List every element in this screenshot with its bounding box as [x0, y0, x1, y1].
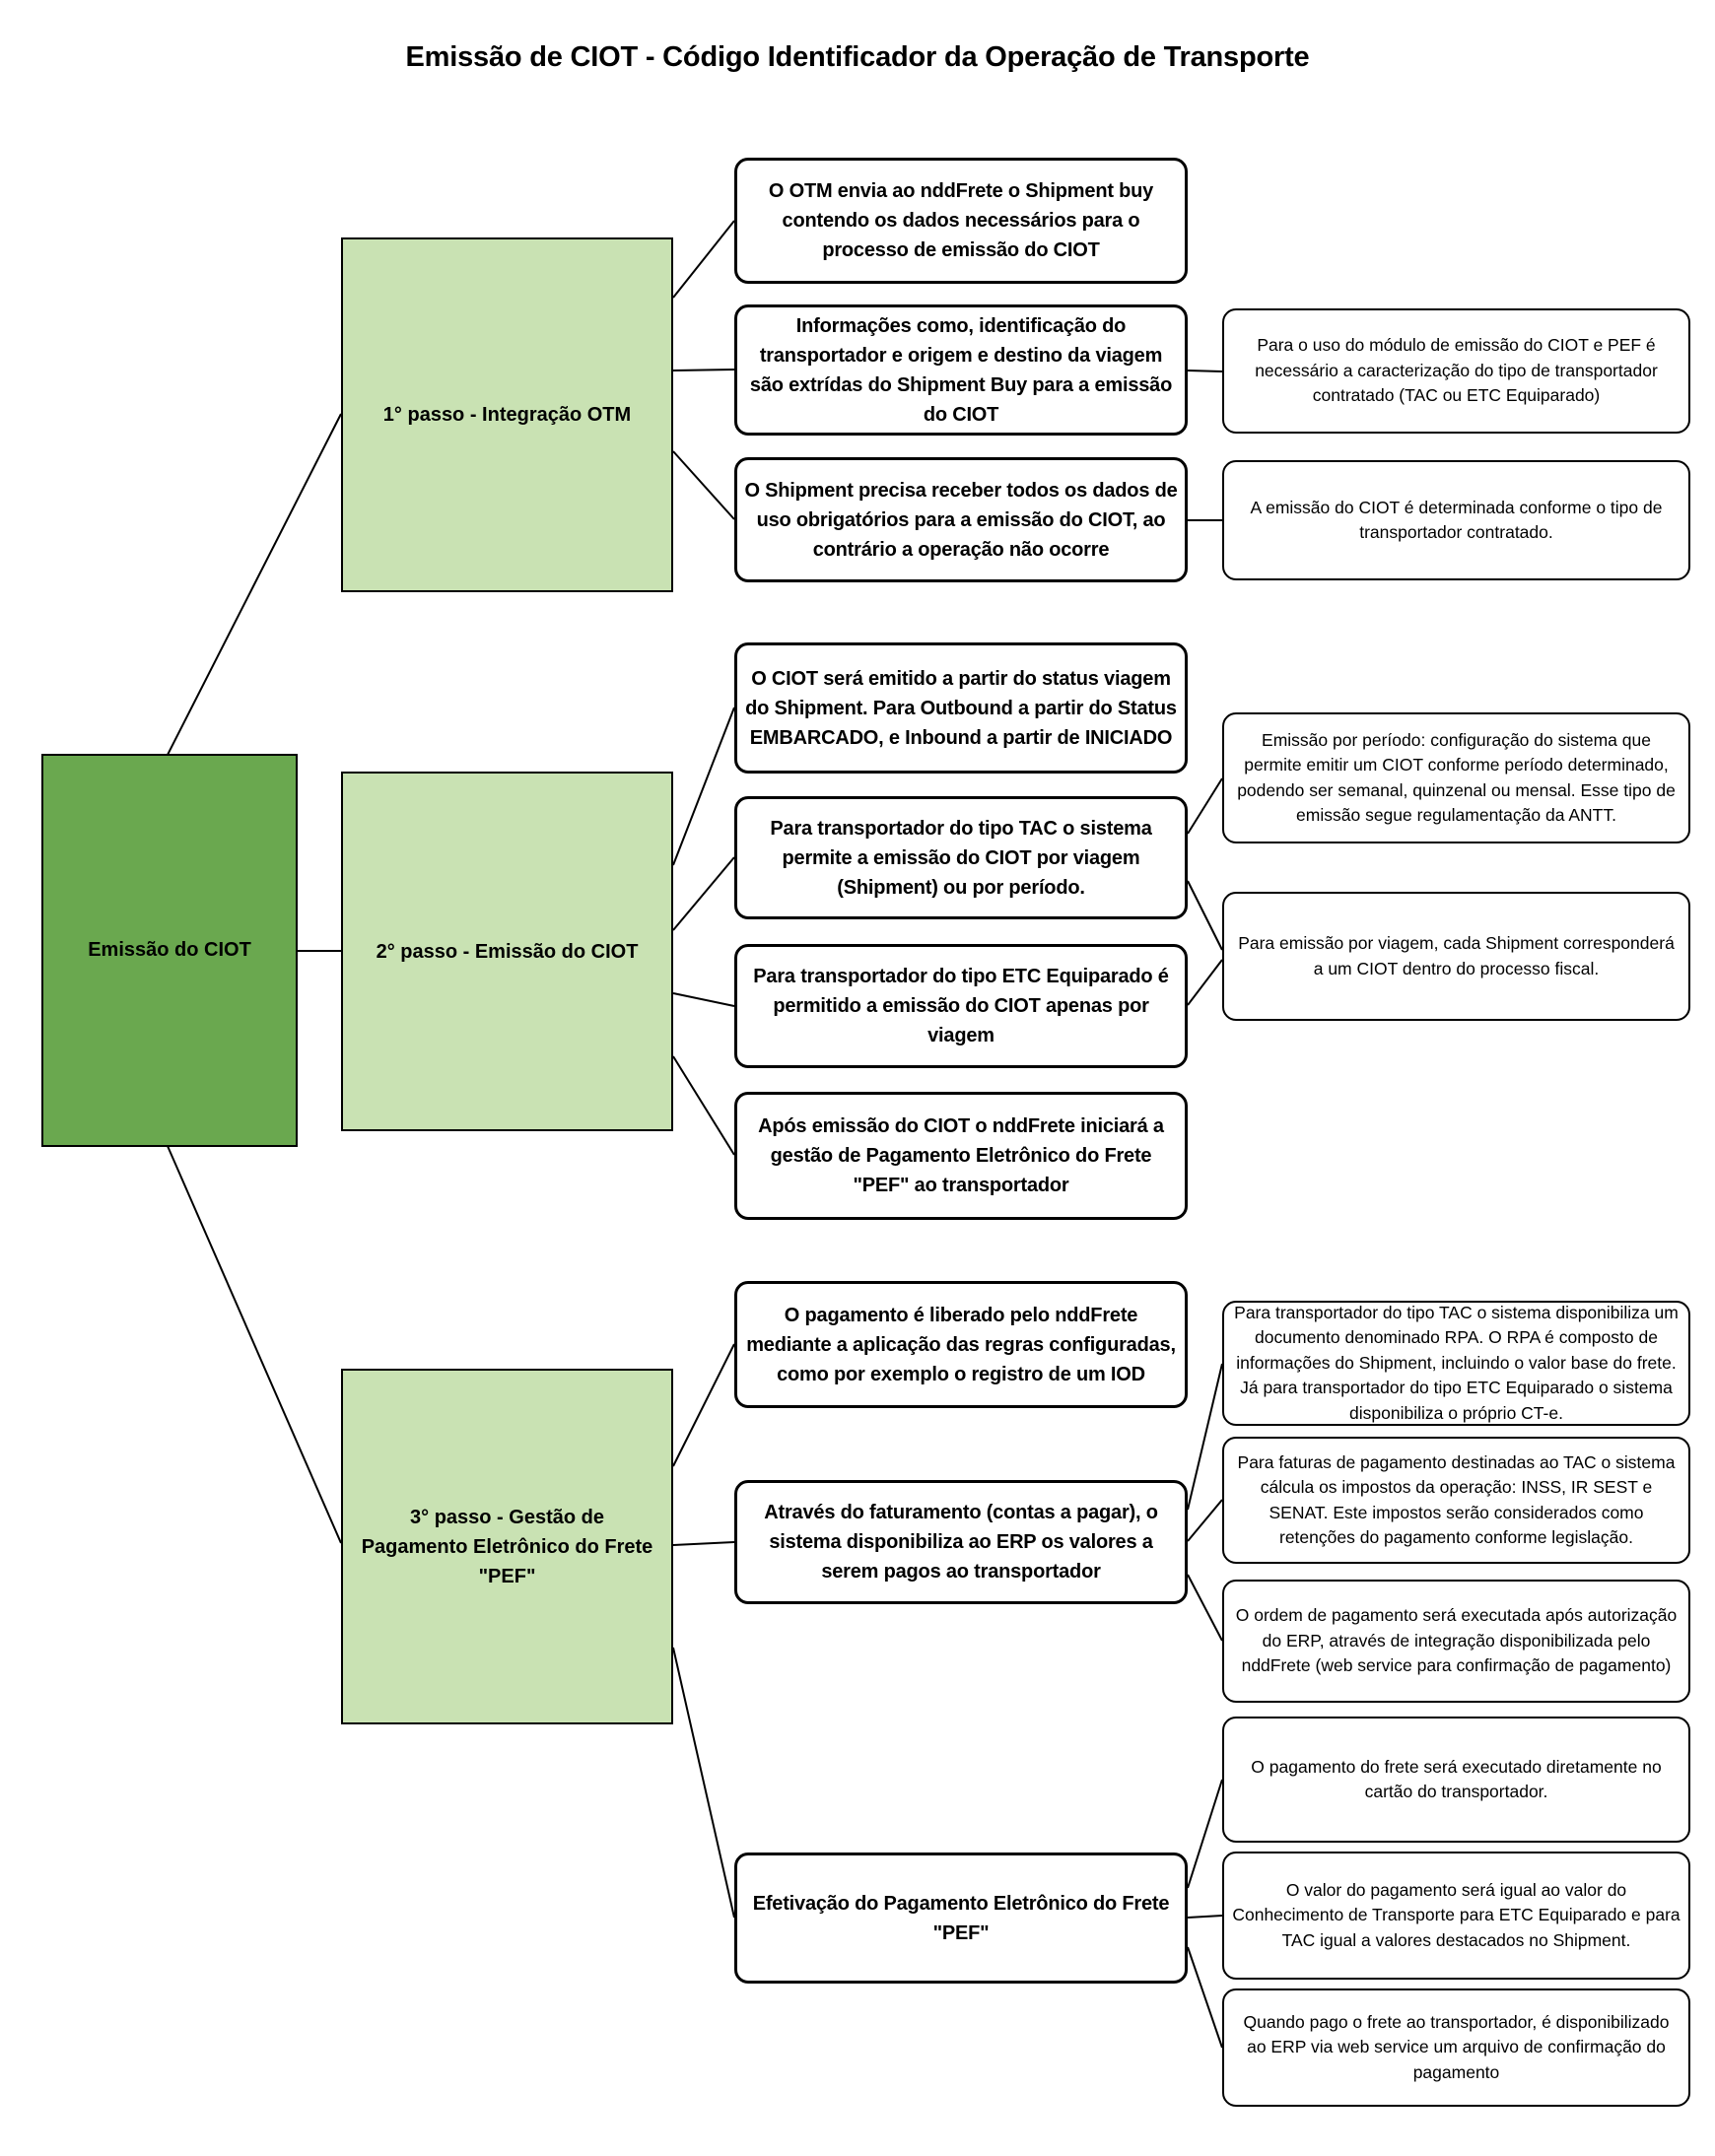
detail-box-tac-viagem-periodo [734, 796, 1188, 919]
detail-text: O CIOT será emitido a partir do status viagem do Shipment. Para Outbound a partir do Status EMBARCADO, e Inbound a partir de INICIADO [745, 667, 1177, 749]
step-node-2 [341, 772, 673, 1131]
root-node [41, 754, 298, 1147]
connector-line [673, 451, 734, 519]
connector-line [673, 1344, 734, 1466]
detail-text: O Shipment precisa receber todos os dados de uso obrigatórios para a emissão do CIOT, ao contrário a operação não ocorre [744, 479, 1178, 561]
detail-box-dados-obrigatorios [734, 457, 1188, 582]
note-text: Para o uso do módulo de emissão do CIOT e PEF é necessário a caracterização do tipo de transportador contratado (TAC ou ETC Equiparado) [1255, 335, 1658, 406]
note-box-emissao-por-viagem [1222, 892, 1690, 1021]
detail-box-pagamento-liberado [734, 1281, 1188, 1408]
note-box-pagamento-cartao [1222, 1717, 1690, 1843]
connector-line [673, 857, 734, 930]
note-box-caracterizacao-transportador [1222, 308, 1690, 434]
connector-line [1188, 1364, 1222, 1510]
note-text: Para transportador do tipo TAC o sistema disponibiliza um documento denominado RPA. O RPA é composto de informações do Shipment, incluindo o valor base do frete. Já para transportador do tipo ETC Equiparado o sistema disponibiliza o próprio CT-e. [1234, 1303, 1679, 1423]
step-node-1-label: 1° passo - Integração OTM [382, 404, 632, 426]
note-box-emissao-determinada [1222, 460, 1690, 580]
note-text: Emissão por período: configuração do sistema que permite emitir um CIOT conforme período determinado, podendo ser semanal, quinzenal ou mensal. Esse tipo de emissão segue regulamentação da ANTT. [1237, 729, 1676, 825]
connector-line [1188, 1947, 1222, 2048]
connector-line [673, 370, 734, 371]
note-text: Para emissão por viagem, cada Shipment corresponderá a um CIOT dentro do processo fiscal. [1238, 933, 1675, 978]
connector-line [1188, 778, 1222, 834]
detail-text: O OTM envia ao nddFrete o Shipment buy contendo os dados necessários para o processo de emissão do CIOT [768, 180, 1154, 261]
connector-line [168, 414, 341, 755]
connector-line [1188, 1500, 1222, 1541]
detail-box-efetivacao-pef [734, 1853, 1188, 1984]
connector-line [1188, 1780, 1222, 1888]
connector-line [673, 707, 734, 865]
connector-line [673, 1648, 734, 1918]
detail-box-faturamento-erp [734, 1480, 1188, 1604]
detail-text: Informações como, identificação do transportador e origem e destino da viagem são extrídas do Shipment Buy para a emissão do CIOT [749, 314, 1173, 426]
connector-line [168, 1146, 341, 1543]
note-box-valor-pagamento [1222, 1852, 1690, 1980]
diagram-title: Emissão de CIOT - Código Identificador da Operação de Transporte [405, 41, 1310, 73]
connector-line [673, 993, 734, 1006]
detail-text: O pagamento é liberado pelo nddFrete mediante a aplicação das regras configuradas, como por exemplo o registro de um IOD [746, 1304, 1176, 1385]
detail-box-status-viagem [734, 642, 1188, 774]
step-node-3-label: 3° passo - Gestão de Pagamento Eletrônico do Frete "PEF" [361, 1506, 653, 1587]
note-box-emissao-por-periodo [1222, 712, 1690, 843]
connector-line [673, 221, 734, 298]
detail-text: Após emissão do CIOT o nddFrete iniciará a gestão de Pagamento Eletrônico do Frete "PEF" ao transportador [758, 1115, 1164, 1196]
note-text: Para faturas de pagamento destinadas ao TAC o sistema cálcula os impostos da operação: INSS, IR SEST e SENAT. Este impostos serão considerados como retenções do pagamento conforme legislação. [1237, 1451, 1676, 1547]
connector-line [1188, 1916, 1222, 1918]
note-text: O pagamento do frete será executado diretamente no cartão do transportador. [1251, 1756, 1662, 1801]
note-text: O valor do pagamento será igual ao valor do Conhecimento de Transporte para ETC Equiparado e para TAC igual a valores destacados no Shipment. [1232, 1879, 1681, 1950]
detail-box-etc-apenas-viagem [734, 944, 1188, 1068]
connector-line [673, 1056, 734, 1155]
connector-line [1188, 1575, 1222, 1641]
connector-line [1188, 960, 1222, 1005]
detail-box-otm-shipment-buy [734, 158, 1188, 284]
step-node-1 [341, 237, 673, 592]
detail-text: Para transportador do tipo TAC o sistema permite a emissão do CIOT por viagem (Shipment) ou por período. [770, 817, 1152, 899]
note-box-rpa-cte [1222, 1301, 1690, 1426]
note-text: O ordem de pagamento será executada após autorização do ERP, através de integração disponibilizada pelo nddFrete (web service para confirmação de pagamento) [1235, 1605, 1678, 1676]
note-box-ordem-pagamento [1222, 1580, 1690, 1703]
connector-line [673, 1542, 734, 1545]
connector-line [1188, 881, 1222, 950]
note-text: Quando pago o frete ao transportador, é disponibilizado ao ERP via web service um arquivo de confirmação do pagamento [1243, 2011, 1670, 2082]
step-node-3 [341, 1369, 673, 1724]
detail-box-gestao-pef [734, 1092, 1188, 1220]
detail-box-informacoes-shipment [734, 304, 1188, 436]
detail-text: Através do faturamento (contas a pagar), o sistema disponibiliza ao ERP os valores a serem pagos ao transportador [764, 1502, 1158, 1583]
note-text: A emissão do CIOT é determinada conforme o tipo de transportador contratado. [1250, 497, 1663, 542]
note-box-impostos [1222, 1437, 1690, 1564]
detail-text: Para transportador do tipo ETC Equiparado é permitido a emissão do CIOT apenas por viagem [753, 966, 1169, 1046]
detail-text: Efetivação do Pagamento Eletrônico do Frete "PEF" [752, 1892, 1170, 1944]
step-node-2-label: 2° passo - Emissão do CIOT [376, 940, 639, 963]
note-box-arquivo-confirmacao [1222, 1988, 1690, 2107]
root-node-label: Emissão do CIOT [88, 939, 251, 961]
